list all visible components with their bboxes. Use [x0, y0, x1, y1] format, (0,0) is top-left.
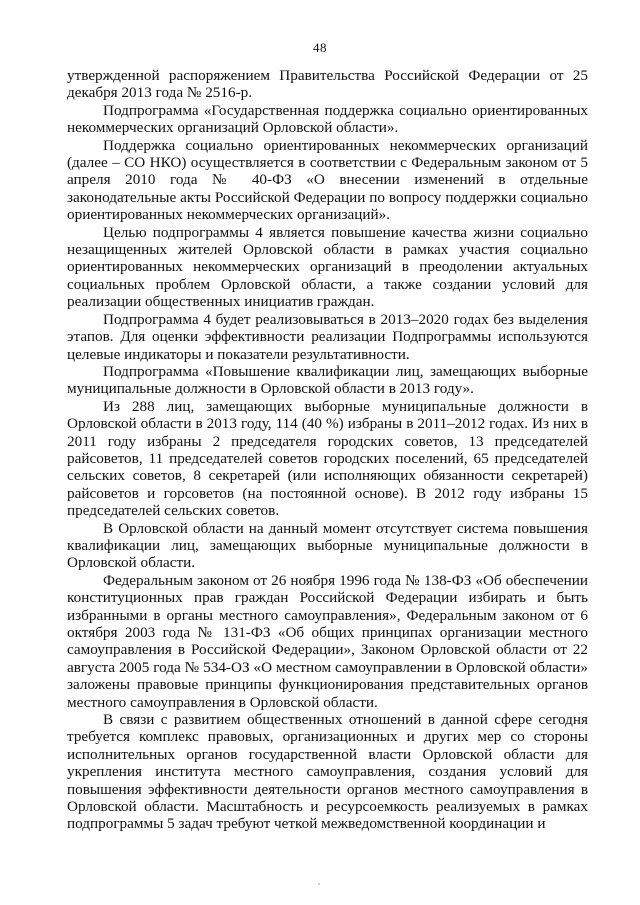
paragraph-subprogram-title-qualification: Подпрограмма «Повышение квалификации лиц, замещающих выборные муниципальные должности в Орловской области в 2013 году». — [67, 362, 588, 398]
paragraph-nko-support: Поддержка социально ориентированных некоммерческих организаций (далее – СО НКО) осуществляется в соответствии с Федеральным законом от 5 апреля 2010 года № 40-ФЗ «О внесении изменений в отдельные законодательные акты Российской Федерации по вопросу поддержки социально ориентированных некоммерческих организаций». — [67, 136, 588, 224]
document-body — [67, 67, 588, 833]
paragraph-no-training-system: В Орловской области на данный момент отсутствует система повышения квалификации лиц, замещающих выборные муниципальные должности в Орловской области. — [67, 519, 588, 572]
paragraph-legal-basis: Федеральным законом от 26 ноября 1996 года № 138-ФЗ «Об обеспечении конституционных прав граждан Российской Федерации избирать и быть избранными в органы местного самоуправления», Федеральным законом от 6 октября 2003 года № 131-ФЗ «Об общих принципах организации местного самоуправления в Российской Федерации», Законом Орловской области от 22 августа 2005 года № 534-ОЗ «О местном самоуправлении в Орловской области» заложены правовые принципы функционирования представительных органов местного самоуправления в Орловской области. — [67, 571, 588, 711]
paragraph-continuation: утвержденной распоряжением Правительства Российской Федерации от 25 декабря 2013 года № 2516-р. — [67, 67, 588, 102]
paragraph-subprogram-goal: Целью подпрограммы 4 является повышение качества жизни социально незащищенных жителей Орловской области в рамках участия социально ориентированных некоммерческих организаций в преодолении актуальных социальных проблем Орловской области, а также создании условий для реализации общественных инициатив граждан. — [67, 223, 588, 311]
paragraph-measures-required: В связи с развитием общественных отношений в данной сфере сегодня требуется комплекс правовых, организационных и других мер со стороны исполнительных органов государственной власти Орловской области для укрепления института местного самоуправления, создания условий для повышения эффективности деятельности органов местного самоуправления в Орловской области. Масштабность и ресурсоемкость реализуемых в рамках подпрограммы 5 задач требуют четкой межведомственной координации и — [67, 711, 588, 833]
paragraph-subprogram-title-nko: Подпрограмма «Государственная поддержка социально ориентированных некоммерческих организаций Орловской области». — [67, 101, 588, 137]
page-number: 48 — [313, 40, 327, 55]
paragraph-elected-officials-stats: Из 288 лиц, замещающих выборные муниципальные должности в Орловской области в 2013 году, 114 (40 %) избраны в 2011–2012 годах. Из них в 2011 году избраны 2 председателя городских советов, 13 председателей райсоветов, 11 председателей советов городских поселений, 65 председателей сельских советов, 8 секретарей (или исполняющих обязанности секретарей) райсоветов и горсоветов (на постоянной основе). В 2012 году избраны 15 председателей сельских советов. — [67, 397, 588, 520]
scan-artifact-dot — [318, 883, 320, 885]
paragraph-implementation-period: Подпрограмма 4 будет реализовываться в 2013–2020 годах без выделения этапов. Для оценки эффективности реализации Подпрограммы используются целевые индикаторы и показатели результативности. — [67, 310, 588, 363]
